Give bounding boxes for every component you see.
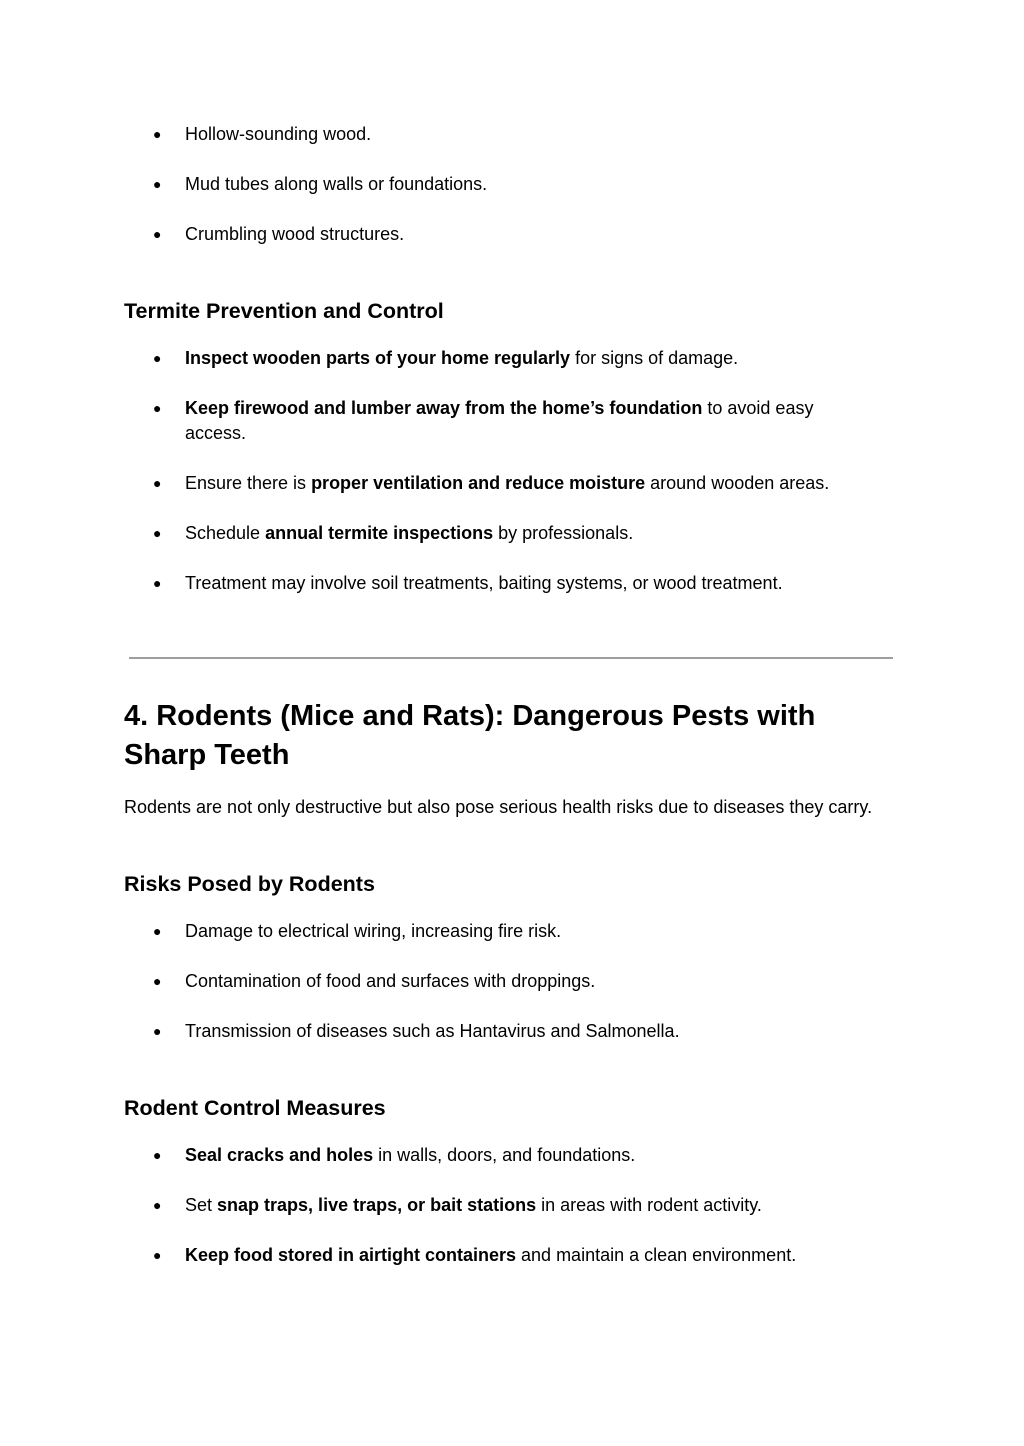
list-item [153,521,875,546]
bullet-icon: ● [153,1197,162,1213]
termite-prevention-heading: Termite Prevention and Control [124,299,444,323]
list-item-text: Mud tubes along walls or foundations. [185,174,488,194]
bullet-icon: ● [153,1247,162,1263]
list-item-post: for signs of damage. [570,348,739,368]
bullet-icon: ● [153,525,162,541]
list-item-bold: Seal cracks and holes [185,1145,374,1165]
list-item [153,122,875,147]
list-item-post: around wooden areas. [645,473,830,493]
bullet-icon: ● [153,126,162,142]
bullet-icon: ● [153,400,162,416]
list-item [153,1243,875,1268]
list-item [153,1019,875,1044]
rodents-section-heading: 4. Rodents (Mice and Rats): Dangerous Pests with Sharp Teeth [124,700,816,771]
list-item-post: to avoid easy access. [185,398,814,443]
bullet-icon: ● [153,1023,162,1039]
list-item-post: by professionals. [493,523,634,543]
list-item [153,1193,875,1218]
list-item [153,222,875,247]
bullet-icon: ● [153,575,162,591]
list-item-text: Transmission of diseases such as Hantavirus and Salmonella. [185,1021,680,1041]
list-item-post: in walls, doors, and foundations. [373,1145,636,1165]
list-item [153,1143,875,1168]
bullet-icon: ● [153,1147,162,1163]
list-item-bold: snap traps, live traps, or bait stations [217,1195,537,1215]
list-item [153,919,875,944]
list-item [153,346,875,371]
bullet-icon: ● [153,350,162,366]
rodent-control-heading: Rodent Control Measures [124,1096,386,1120]
bullet-icon: ● [153,475,162,491]
bullet-icon: ● [153,973,162,989]
list-item-bold: Keep firewood and lumber away from the home’s foundation [185,398,703,418]
list-item-post: and maintain a clean environment. [516,1245,797,1265]
list-item-pre: Ensure there is [185,473,312,493]
list-item [153,396,875,446]
bullet-icon: ● [153,176,162,192]
list-item-pre: Set [185,1195,218,1215]
list-item [153,571,875,596]
list-item [153,471,875,496]
list-item-bold: annual termite inspections [265,523,494,543]
bullet-icon: ● [153,226,162,242]
list-item-text: Hollow-sounding wood. [185,124,372,144]
list-item-text: Contamination of food and surfaces with droppings. [185,971,596,991]
rodents-intro-paragraph: Rodents are not only destructive but also pose serious health risks due to diseases they carry. [124,797,873,817]
list-item-post: in areas with rodent activity. [536,1195,762,1215]
list-item-bold: Inspect wooden parts of your home regularly [185,348,571,368]
list-item-bold: proper ventilation and reduce moisture [311,473,646,493]
list-item [153,172,875,197]
list-item-bold: Keep food stored in airtight containers [185,1245,517,1265]
rodent-risks-heading: Risks Posed by Rodents [124,872,375,896]
bullet-icon: ● [153,923,162,939]
list-item-text: Crumbling wood structures. [185,224,405,244]
list-item-pre: Treatment may involve soil treatments, baiting systems, or wood treatment. [185,573,783,593]
list-item-pre: Schedule [185,523,266,543]
section-divider [129,657,893,659]
list-item-text: Damage to electrical wiring, increasing fire risk. [185,921,562,941]
list-item [153,969,875,994]
